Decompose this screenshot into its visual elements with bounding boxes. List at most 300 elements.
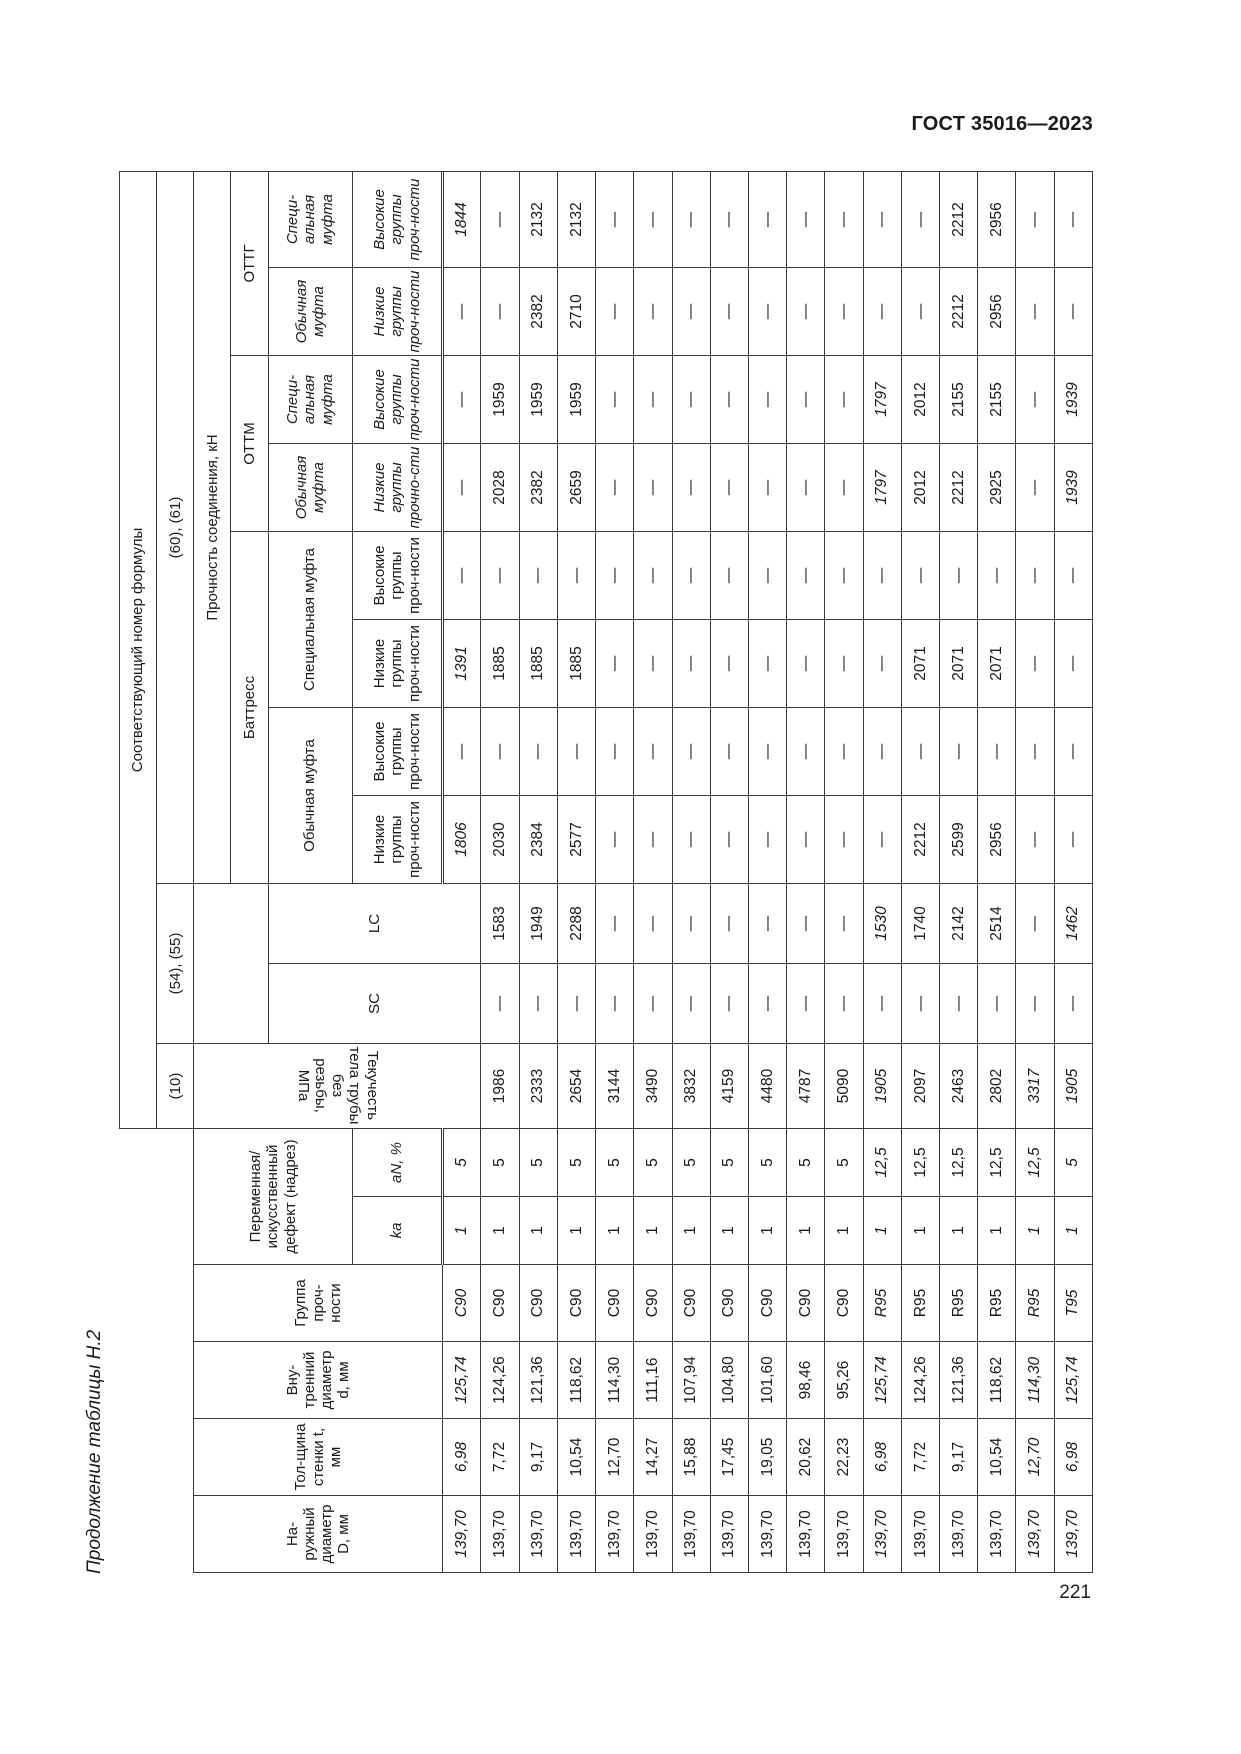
regular-coupling-buttress-header: Обычная муфта: [268, 708, 352, 884]
buttress-regular-low-header: Низкие группы проч-ности: [352, 796, 443, 884]
table-cell: 7,72: [901, 1419, 939, 1496]
table-cell: 124,26: [901, 1342, 939, 1419]
table-cell: 139,70: [940, 1496, 978, 1573]
regular-coupling-ottg-header: Обычная муфта: [268, 268, 352, 356]
table-row: [557, 171, 595, 1572]
ottg-regular-low-header: Низкие группы проч-ности: [352, 268, 443, 356]
connection-strength-header: Прочность соединения, кН: [194, 171, 231, 883]
table-cell: —: [787, 268, 825, 356]
table-cell: —: [481, 708, 519, 796]
table-cell: —: [825, 171, 863, 267]
table-body: [120, 171, 1093, 1572]
table-cell: —: [863, 708, 901, 796]
table-cell: 1959: [481, 356, 519, 444]
table-cell: 5: [519, 1129, 557, 1197]
buttress-header: Баттресс: [231, 532, 268, 884]
table-cell: 2288: [557, 884, 595, 964]
table-cell: C90: [825, 1265, 863, 1342]
table-row: [672, 171, 710, 1572]
table-cell: —: [825, 884, 863, 964]
table-cell: —: [1054, 171, 1092, 267]
table-cell: C90: [634, 1265, 672, 1342]
table-cell: —: [672, 444, 710, 532]
table-cell: 2212: [940, 444, 978, 532]
table-cell: —: [557, 964, 595, 1044]
table-cell: —: [863, 268, 901, 356]
table-cell: 1: [519, 1197, 557, 1265]
table-cell: 12,70: [596, 1419, 634, 1496]
table-cell: 3490: [634, 1044, 672, 1129]
table-cell: —: [710, 796, 748, 884]
table-cell: —: [481, 532, 519, 620]
table-cell: —: [1016, 268, 1054, 356]
table-cell: 12,5: [863, 1129, 901, 1197]
table-row: [1016, 171, 1054, 1572]
table-cell: 3832: [672, 1044, 710, 1129]
table-cell: 1905: [1054, 1044, 1092, 1129]
table-cell: 5: [787, 1129, 825, 1197]
table-cell: —: [672, 884, 710, 964]
table-cell: 1: [748, 1197, 786, 1265]
table-row: [1054, 171, 1092, 1572]
table-cell: —: [634, 708, 672, 796]
table-cell: —: [596, 964, 634, 1044]
table-cell: —: [978, 964, 1016, 1044]
table-cell: R95: [940, 1265, 978, 1342]
table-cell: —: [710, 171, 748, 267]
table-cell: 5: [1054, 1129, 1092, 1197]
table-cell: 2028: [481, 444, 519, 532]
table-cell: 1: [557, 1197, 595, 1265]
table-cell: 1885: [557, 620, 595, 708]
table-cell: 5: [634, 1129, 672, 1197]
table-cell: 5: [443, 1129, 481, 1197]
table-cell: 1949: [519, 884, 557, 964]
table-cell: —: [443, 708, 481, 796]
table-cell: —: [901, 708, 939, 796]
table-row: [825, 171, 863, 1572]
table-cell: —: [748, 796, 786, 884]
formula-54-55-header: (54), (55): [157, 884, 194, 1044]
wall-thickness-header: Тол-щина стенки t, мм: [194, 1419, 443, 1496]
table-cell: —: [748, 708, 786, 796]
table-cell: —: [940, 532, 978, 620]
table-cell: —: [787, 356, 825, 444]
table-cell: —: [748, 444, 786, 532]
table-cell: 5: [748, 1129, 786, 1197]
table-cell: 5: [557, 1129, 595, 1197]
table-cell: —: [748, 884, 786, 964]
ottm-regular-low-header: Низкие группы прочно-сти: [352, 444, 443, 532]
table-cell: —: [748, 620, 786, 708]
table-cell: 139,70: [901, 1496, 939, 1573]
inner-diameter-header: Вну-тренний диаметр d, мм: [194, 1342, 443, 1419]
table-cell: —: [825, 444, 863, 532]
ottg-header: ОТТГ: [231, 171, 268, 355]
table-cell: 1462: [1054, 884, 1092, 964]
an-header: aN, %: [352, 1129, 443, 1197]
table-cell: 3317: [1016, 1044, 1054, 1129]
table-cell: —: [634, 356, 672, 444]
table-cell: 1905: [863, 1044, 901, 1129]
special-coupling-ottg-header: Специ-альная муфта: [268, 171, 352, 267]
table-cell: —: [825, 620, 863, 708]
table-cell: 12,5: [978, 1129, 1016, 1197]
table-cell: 2599: [940, 796, 978, 884]
table-cell: 139,70: [1054, 1496, 1092, 1573]
table-cell: 2142: [940, 884, 978, 964]
table-cell: —: [1016, 444, 1054, 532]
table-cell: —: [634, 796, 672, 884]
table-cell: 5: [481, 1129, 519, 1197]
table-cell: —: [787, 884, 825, 964]
table-cell: 114,30: [1016, 1342, 1054, 1419]
table-cell: 20,62: [787, 1419, 825, 1496]
table-cell: —: [634, 964, 672, 1044]
table-cell: 139,70: [443, 1496, 481, 1573]
table-cell: —: [672, 171, 710, 267]
table-cell: —: [596, 620, 634, 708]
table-cell: 1797: [863, 356, 901, 444]
header-row-1: [120, 171, 157, 1572]
table-cell: —: [634, 620, 672, 708]
table-cell: 10,54: [557, 1419, 595, 1496]
table-cell: 2212: [901, 796, 939, 884]
table-cell: 5090: [825, 1044, 863, 1129]
table-cell: 14,27: [634, 1419, 672, 1496]
table-cell: —: [787, 708, 825, 796]
table-cell: 12,5: [901, 1129, 939, 1197]
sc-header: SC: [268, 964, 481, 1044]
table-cell: 2956: [978, 268, 1016, 356]
ottm-header: ОТТМ: [231, 356, 268, 532]
table-cell: 12,5: [940, 1129, 978, 1197]
table-cell: —: [557, 708, 595, 796]
table-cell: —: [1016, 964, 1054, 1044]
table-cell: 19,05: [748, 1419, 786, 1496]
table-cell: 2463: [940, 1044, 978, 1129]
table-cell: —: [863, 964, 901, 1044]
table-cell: 139,70: [634, 1496, 672, 1573]
table-cell: —: [596, 171, 634, 267]
table-cell: 2071: [940, 620, 978, 708]
table-cell: 2012: [901, 444, 939, 532]
table-cell: —: [901, 268, 939, 356]
table-cell: 125,74: [863, 1342, 901, 1419]
table-cell: 121,36: [519, 1342, 557, 1419]
table-cell: —: [672, 356, 710, 444]
table-cell: —: [710, 532, 748, 620]
table-cell: 22,23: [825, 1419, 863, 1496]
page-number: 221: [1059, 1582, 1091, 1603]
table-row: [481, 171, 519, 1572]
table-cell: 2956: [978, 171, 1016, 267]
table-cell: —: [596, 796, 634, 884]
table-cell: —: [710, 964, 748, 1044]
table-cell: —: [710, 708, 748, 796]
table-caption: Продолжение таблицы Н.2: [84, 1329, 105, 1574]
table-cell: C90: [672, 1265, 710, 1342]
yield-strength-header: Текучесть тела трубы без резьбы, МПа: [194, 1044, 481, 1129]
table-cell: C90: [710, 1265, 748, 1342]
table-cell: 139,70: [978, 1496, 1016, 1573]
lc-header: LC: [268, 884, 481, 964]
table-cell: —: [748, 356, 786, 444]
table-cell: —: [748, 268, 786, 356]
table-cell: 1: [978, 1197, 1016, 1265]
table-cell: 95,26: [825, 1342, 863, 1419]
table-cell: —: [443, 268, 481, 356]
table-row: [710, 171, 748, 1572]
table-cell: 2071: [901, 620, 939, 708]
header-blank-cell: [120, 1129, 194, 1573]
table-cell: —: [863, 796, 901, 884]
table-cell: —: [596, 444, 634, 532]
table-cell: 2132: [519, 171, 557, 267]
table-cell: —: [519, 532, 557, 620]
table-cell: 1844: [443, 171, 481, 267]
table-cell: 118,62: [978, 1342, 1016, 1419]
table-cell: —: [519, 964, 557, 1044]
table-cell: 2097: [901, 1044, 939, 1129]
table-cell: 1959: [519, 356, 557, 444]
table-cell: —: [443, 532, 481, 620]
table-cell: 124,26: [481, 1342, 519, 1419]
table-cell: 1: [710, 1197, 748, 1265]
table-cell: —: [710, 884, 748, 964]
table-cell: —: [940, 708, 978, 796]
table-cell: —: [1054, 620, 1092, 708]
table-cell: 125,74: [443, 1342, 481, 1419]
table-cell: —: [596, 532, 634, 620]
table-cell: 111,16: [634, 1342, 672, 1419]
ottm-special-high-header: Высокие группы проч-ности: [352, 356, 443, 444]
table-cell: R95: [863, 1265, 901, 1342]
sc-lc-spacer: [194, 884, 268, 1044]
table-cell: —: [901, 171, 939, 267]
table-cell: C90: [519, 1265, 557, 1342]
table-cell: 5: [672, 1129, 710, 1197]
table-cell: 121,36: [940, 1342, 978, 1419]
table-cell: —: [1016, 708, 1054, 796]
table-cell: —: [978, 532, 1016, 620]
table-cell: —: [634, 268, 672, 356]
table-cell: 125,74: [1054, 1342, 1092, 1419]
table-cell: 1530: [863, 884, 901, 964]
header-row-3: [194, 171, 231, 1572]
table-cell: 2155: [940, 356, 978, 444]
table-cell: 2382: [519, 444, 557, 532]
table-cell: —: [825, 964, 863, 1044]
table-cell: 4787: [787, 1044, 825, 1129]
table-cell: 1959: [557, 356, 595, 444]
table-cell: —: [863, 171, 901, 267]
table-cell: —: [634, 171, 672, 267]
table-cell: 2155: [978, 356, 1016, 444]
table-cell: 1: [634, 1197, 672, 1265]
table-cell: —: [863, 620, 901, 708]
table-cell: —: [787, 444, 825, 532]
table-cell: —: [1016, 884, 1054, 964]
table-cell: T95: [1054, 1265, 1092, 1342]
table-cell: 2012: [901, 356, 939, 444]
table-cell: —: [1054, 964, 1092, 1044]
table-cell: 2071: [978, 620, 1016, 708]
table-cell: —: [672, 532, 710, 620]
table-cell: —: [978, 708, 1016, 796]
table-row: [863, 171, 901, 1572]
defect-header: Переменная/ искусственный дефект (надрез): [194, 1129, 352, 1265]
table-cell: 1: [672, 1197, 710, 1265]
formula-number-header: Соответствующий номер формулы: [120, 171, 157, 1128]
special-coupling-ottm-header: Специ-альная муфта: [268, 356, 352, 444]
table-cell: —: [596, 708, 634, 796]
table-cell: 139,70: [863, 1496, 901, 1573]
table-cell: —: [443, 444, 481, 532]
table-cell: 4159: [710, 1044, 748, 1129]
buttress-special-low-header: Низкие группы проч-ности: [352, 620, 443, 708]
table-cell: 2384: [519, 796, 557, 884]
data-table: [119, 171, 1093, 1573]
table-cell: R95: [978, 1265, 1016, 1342]
table-cell: —: [825, 708, 863, 796]
table-cell: 1797: [863, 444, 901, 532]
table-cell: —: [672, 796, 710, 884]
table-cell: 139,70: [672, 1496, 710, 1573]
table-cell: 118,62: [557, 1342, 595, 1419]
table-cell: 2925: [978, 444, 1016, 532]
table-cell: —: [825, 532, 863, 620]
table-cell: 1885: [519, 620, 557, 708]
table-cell: 1986: [481, 1044, 519, 1129]
table-cell: 1939: [1054, 356, 1092, 444]
table-cell: 1: [787, 1197, 825, 1265]
table-cell: —: [825, 356, 863, 444]
table-cell: 10,54: [978, 1419, 1016, 1496]
table-cell: 5: [825, 1129, 863, 1197]
table-cell: 101,60: [748, 1342, 786, 1419]
table-cell: 1: [940, 1197, 978, 1265]
table-cell: C90: [787, 1265, 825, 1342]
table-cell: —: [672, 708, 710, 796]
table-cell: —: [596, 268, 634, 356]
table-cell: 139,70: [596, 1496, 634, 1573]
table-cell: —: [1054, 532, 1092, 620]
table-row: [940, 171, 978, 1572]
table-cell: —: [672, 964, 710, 1044]
table-row: [978, 171, 1016, 1572]
table-cell: —: [519, 708, 557, 796]
table-cell: 9,17: [519, 1419, 557, 1496]
table-row: [443, 171, 481, 1572]
outer-diameter-header: На-ружный диаметр D, мм: [194, 1496, 443, 1573]
table-cell: 98,46: [787, 1342, 825, 1419]
table-row: [748, 171, 786, 1572]
table-cell: —: [481, 171, 519, 267]
table-cell: 2577: [557, 796, 595, 884]
table-cell: 2212: [940, 268, 978, 356]
table-cell: 2802: [978, 1044, 1016, 1129]
table-cell: C90: [596, 1265, 634, 1342]
table-cell: 7,72: [481, 1419, 519, 1496]
table-cell: —: [443, 356, 481, 444]
table-cell: —: [748, 171, 786, 267]
table-cell: 139,70: [710, 1496, 748, 1573]
document-code: ГОСТ 35016—2023: [911, 113, 1093, 135]
table-cell: 3144: [596, 1044, 634, 1129]
table-cell: —: [901, 964, 939, 1044]
table-cell: —: [710, 356, 748, 444]
table-cell: 15,88: [672, 1419, 710, 1496]
table-cell: 2212: [940, 171, 978, 267]
table-cell: —: [672, 268, 710, 356]
table-cell: —: [940, 964, 978, 1044]
table-cell: 1: [443, 1197, 481, 1265]
table-container: [119, 178, 1093, 1573]
table-cell: —: [863, 532, 901, 620]
table-cell: —: [481, 964, 519, 1044]
table-cell: 6,98: [443, 1419, 481, 1496]
table-cell: —: [1054, 796, 1092, 884]
table-cell: 114,30: [596, 1342, 634, 1419]
table-cell: —: [1054, 708, 1092, 796]
strength-grade-header: Группа проч-ности: [194, 1265, 443, 1342]
formula-10-header: (10): [157, 1044, 194, 1129]
table-cell: C90: [748, 1265, 786, 1342]
table-cell: 5: [596, 1129, 634, 1197]
table-cell: —: [787, 171, 825, 267]
table-cell: —: [634, 444, 672, 532]
table-cell: 2710: [557, 268, 595, 356]
buttress-special-high-header: Высокие группы проч-ности: [352, 532, 443, 620]
table-cell: —: [710, 268, 748, 356]
table-cell: R95: [1016, 1265, 1054, 1342]
table-cell: 2333: [519, 1044, 557, 1129]
table-cell: —: [825, 796, 863, 884]
table-cell: 1: [481, 1197, 519, 1265]
table-cell: 2382: [519, 268, 557, 356]
table-cell: —: [1016, 171, 1054, 267]
table-cell: —: [596, 884, 634, 964]
formula-60-61-header: (60), (61): [157, 171, 194, 883]
table-cell: —: [748, 532, 786, 620]
table-cell: —: [634, 532, 672, 620]
table-cell: 139,70: [519, 1496, 557, 1573]
table-cell: 4480: [748, 1044, 786, 1129]
table-cell: 1: [1054, 1197, 1092, 1265]
table-cell: —: [710, 620, 748, 708]
table-cell: 1: [863, 1197, 901, 1265]
table-cell: 2654: [557, 1044, 595, 1129]
table-cell: 9,17: [940, 1419, 978, 1496]
ottg-special-high-header: Высокие группы проч-ности: [352, 171, 443, 267]
table-cell: 139,70: [825, 1496, 863, 1573]
table-cell: —: [787, 532, 825, 620]
table-cell: 1: [901, 1197, 939, 1265]
table-cell: —: [557, 532, 595, 620]
table-cell: —: [481, 268, 519, 356]
table-cell: 17,45: [710, 1419, 748, 1496]
table-row: [596, 171, 634, 1572]
table-cell: 139,70: [748, 1496, 786, 1573]
table-row: [634, 171, 672, 1572]
regular-coupling-ottm-header: Обычная муфта: [268, 444, 352, 532]
table-cell: 139,70: [787, 1496, 825, 1573]
table-cell: 2514: [978, 884, 1016, 964]
table-cell: 1806: [443, 796, 481, 884]
rotated-table-wrapper: [119, 178, 1093, 1573]
table-cell: 107,94: [672, 1342, 710, 1419]
